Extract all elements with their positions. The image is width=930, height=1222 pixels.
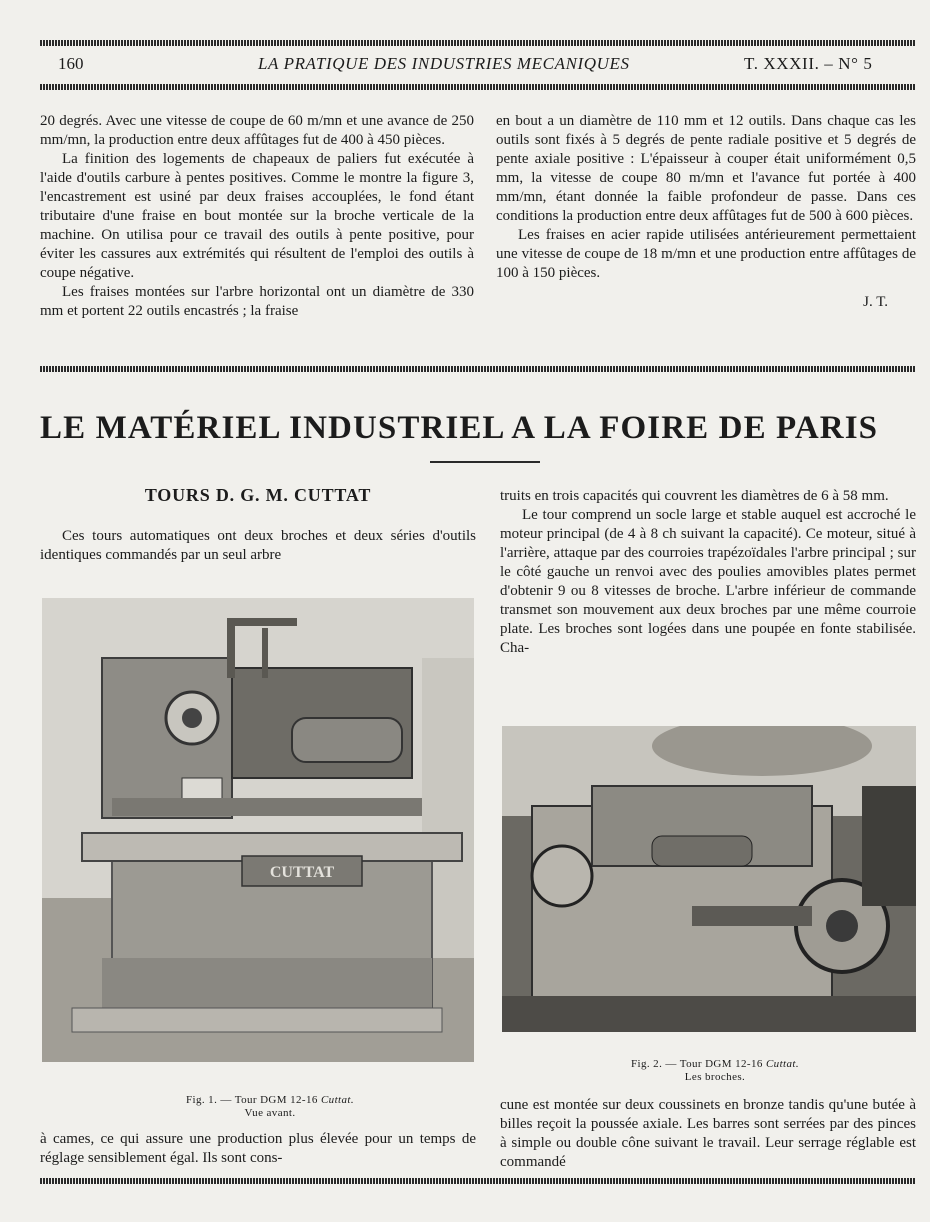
paragraph: Les fraises montées sur l'arbre horizontal ont un diamètre de 330 mm et portent 22 outils encastrés ; la fraise (40, 284, 474, 319)
paragraph: Le tour comprend un socle large et stable auquel est accroché le moteur principal (de 4 à 8 ch suivant la capacité). Ce moteur, situé à l'arrière, attaque par des courroies trapézoïdales l'arbre principal ; sur le côté gauche un renvoi avec des poulies amovibles plates permet d'obtenir 9 ou 8 vitesses de broche. L'arbre inférieur de commande transmet son mouvement aux deux broches par une même courroie plate. Les broches sont logées dans une poupée en fonte stabilisée. Cha- (500, 507, 916, 656)
caption-italic: Cuttat. (320, 1094, 354, 1106)
caption-label: Fig. 1. — Tour DGM 12-16 (186, 1094, 318, 1106)
section-title: LE MATÉRIEL INDUSTRIEL A LA FOIRE DE PARIS (40, 410, 879, 446)
caption-line-2: Vue avant. (244, 1107, 296, 1119)
figure-1-caption (150, 1094, 390, 1120)
top-article-left-column (40, 112, 474, 321)
journal-title: LA PRATIQUE DES INDUSTRIES MECANIQUES (258, 54, 630, 73)
figure-2-photo (502, 726, 916, 1032)
right-column (500, 487, 916, 658)
paragraph: en bout a un diamètre de 110 mm et 12 outils. Dans chaque cas les outils sont fixés à 5 degrés de pente radiale positive et 5 degrés de pente axiale positive : L'épaisseur à couper était uniformément 0,5 mm, la vitesse de coupe 80 m/mn et l'avance fut portée à 400 mm/mn, étant donnée la faible profondeur de passe. Dans ces conditions la production entre deux affûtages fut de 500 à 600 pièces. (496, 113, 916, 224)
paragraph: cune est montée sur deux coussinets en bronze tandis qu'une butée à billes reçoit la poussée axiale. Les barres sont serrées par des pinces à simple ou double cône suivant le travail. Leur serrage réglable est commandé (500, 1097, 916, 1170)
paragraph: Les fraises en acier rapide utilisées antérieurement permettaient une vitesse de coupe de 18 m/mn et une production entre affûtages de 100 à 150 pièces. (496, 227, 916, 281)
right-continued-column (500, 1096, 916, 1172)
author-signature: J. T. (863, 294, 888, 310)
top-article-right-column (496, 112, 916, 312)
article-subtitle: TOURS D. G. M. CUTTAT (144, 485, 372, 505)
paragraph: à cames, ce qui assure une production plus élevée pour un temps de réglage sensiblement égal. Ils sont cons- (40, 1131, 476, 1166)
lathe-front-illustration (42, 598, 474, 1062)
header-rule (40, 84, 916, 90)
page-number: 160 (58, 54, 84, 73)
top-rule (40, 40, 916, 46)
paragraph: La finition des logements de chapeaux de paliers fut exécutée à l'aide d'outils carbure à pentes positives. Comme le montre la figure 3, l'encastrement est usiné par deux fraises accouplées, le fond étant tributaire d'une fraise en bout montée sur la broche verticale de la machine. On utilisa pour ce travail des outils à pente positive, pour éviter les cassures aux extrémités qui résultent de l'emploi des outils à coupe négative. (40, 151, 474, 281)
title-underline (430, 461, 540, 463)
paragraph: Ces tours automatiques ont deux broches et deux séries d'outils identiques commandés par un seul arbre (40, 528, 476, 563)
nameplate-text: CUTTAT (269, 864, 335, 881)
bottom-rule (40, 1178, 916, 1184)
running-header (40, 52, 916, 78)
volume-number: T. XXXII. – N° 5 (744, 54, 873, 73)
lathe-spindles-illustration (502, 726, 916, 1032)
caption-label: Fig. 2. — Tour DGM 12-16 (631, 1058, 763, 1070)
caption-line-2: Les broches. (684, 1071, 746, 1083)
paragraph: 20 degrés. Avec une vitesse de coupe de 60 m/mn et une avance de 250 mm/mn, la production entre deux affûtages fut de 400 à 450 pièces. (40, 113, 474, 148)
intro-column (40, 527, 476, 565)
left-continued-column (40, 1130, 476, 1168)
figure-1-photo (42, 598, 474, 1062)
caption-italic: Cuttat. (765, 1058, 799, 1070)
paragraph: truits en trois capacités qui couvrent les diamètres de 6 à 58 mm. (500, 488, 889, 504)
section-rule (40, 366, 916, 372)
figure-2-caption (600, 1058, 830, 1084)
